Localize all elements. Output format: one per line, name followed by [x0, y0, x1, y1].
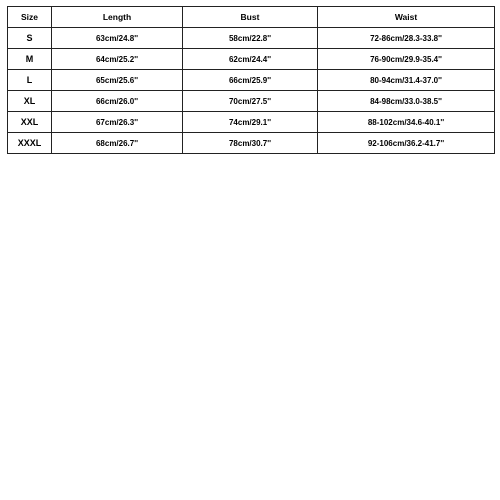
waist-cell: 72-86cm/28.3-33.8''	[318, 28, 495, 49]
table-row	[8, 112, 495, 133]
table-row	[8, 91, 495, 112]
size-cell: M	[8, 49, 52, 70]
bust-cell: 70cm/27.5''	[183, 91, 318, 112]
size-cell: S	[8, 28, 52, 49]
size-cell: XL	[8, 91, 52, 112]
waist-cell: 92-106cm/36.2-41.7''	[318, 133, 495, 154]
length-cell: 63cm/24.8''	[52, 28, 183, 49]
header-bust: Bust	[183, 7, 318, 28]
length-cell: 68cm/26.7''	[52, 133, 183, 154]
waist-cell: 84-98cm/33.0-38.5''	[318, 91, 495, 112]
bust-cell: 66cm/25.9''	[183, 70, 318, 91]
header-size: Size	[8, 7, 52, 28]
header-row	[8, 7, 495, 28]
bust-cell: 58cm/22.8''	[183, 28, 318, 49]
size-cell: XXXL	[8, 133, 52, 154]
bust-cell: 74cm/29.1''	[183, 112, 318, 133]
size-cell: XXL	[8, 112, 52, 133]
table-row	[8, 28, 495, 49]
bust-cell: 78cm/30.7''	[183, 133, 318, 154]
bust-cell: 62cm/24.4''	[183, 49, 318, 70]
waist-cell: 80-94cm/31.4-37.0''	[318, 70, 495, 91]
table-row	[8, 70, 495, 91]
size-cell: L	[8, 70, 52, 91]
header-waist: Waist	[318, 7, 495, 28]
waist-cell: 76-90cm/29.9-35.4''	[318, 49, 495, 70]
length-cell: 65cm/25.6''	[52, 70, 183, 91]
table-row	[8, 49, 495, 70]
table-row	[8, 133, 495, 154]
header-length: Length	[52, 7, 183, 28]
size-chart-table	[7, 6, 495, 154]
length-cell: 66cm/26.0''	[52, 91, 183, 112]
length-cell: 64cm/25.2''	[52, 49, 183, 70]
length-cell: 67cm/26.3''	[52, 112, 183, 133]
waist-cell: 88-102cm/34.6-40.1''	[318, 112, 495, 133]
